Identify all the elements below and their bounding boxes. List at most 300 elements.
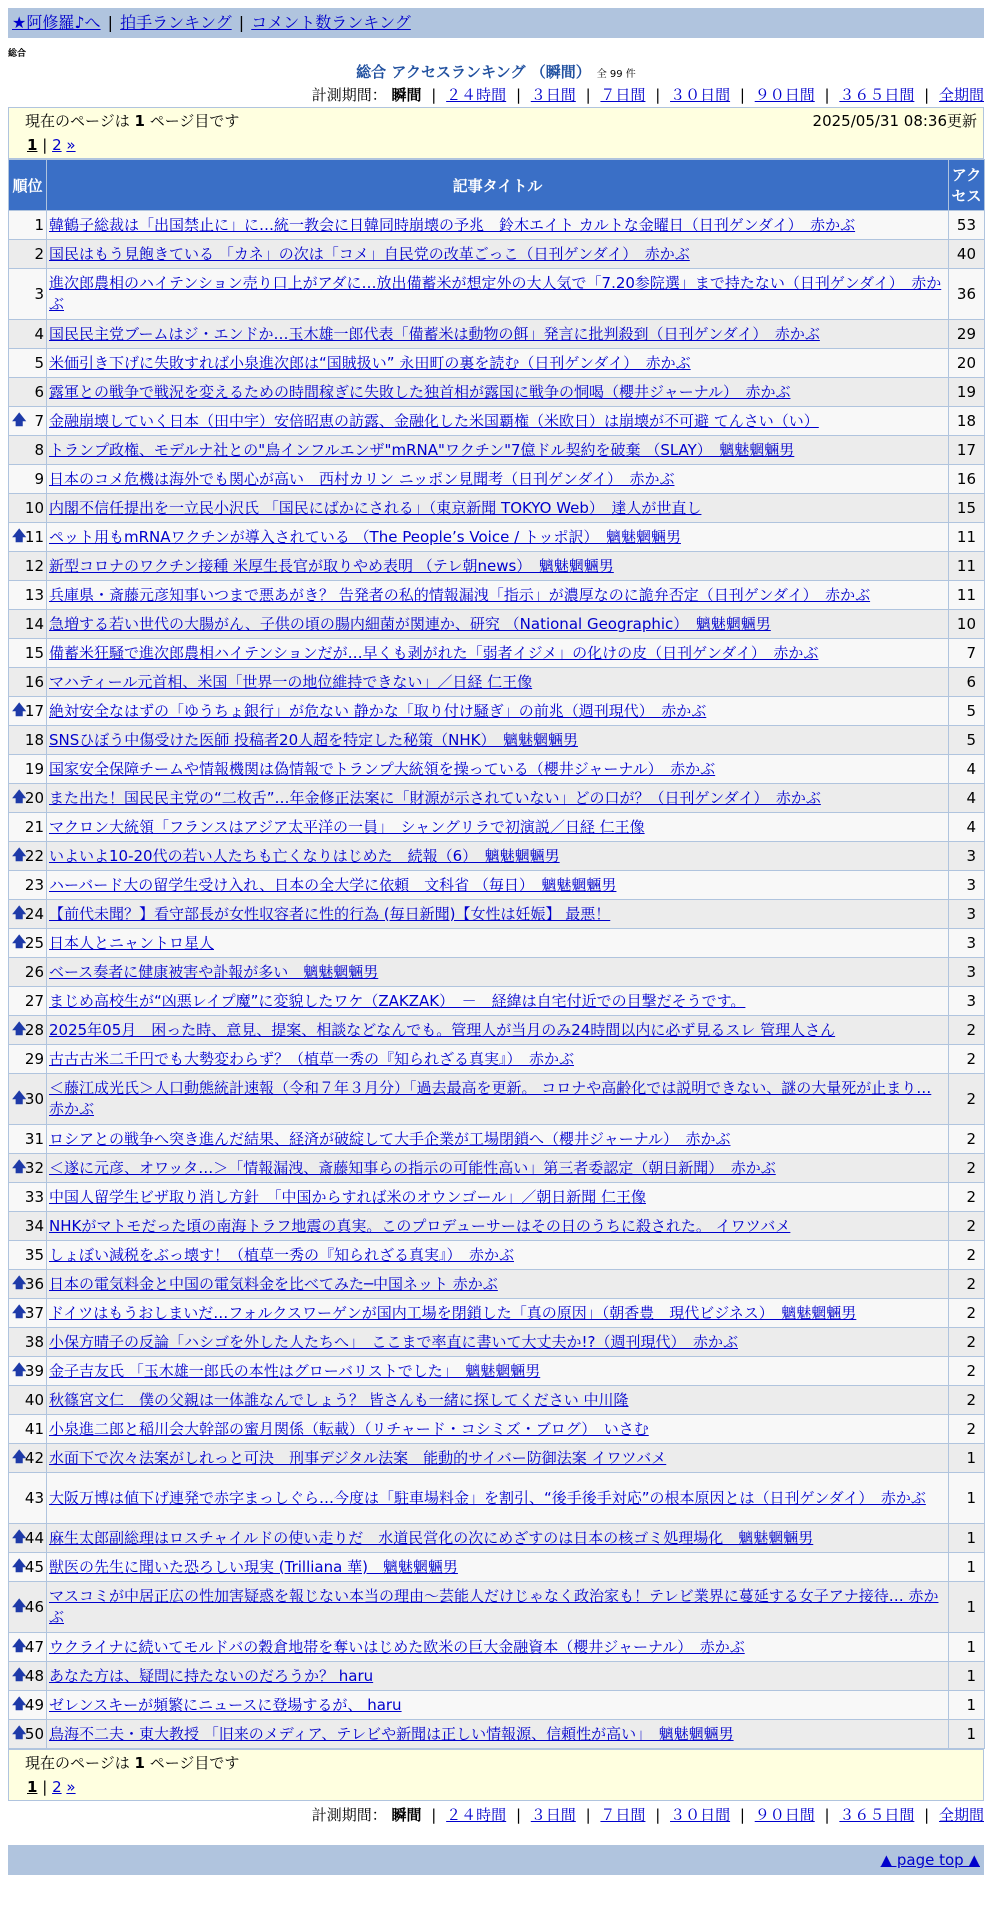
article-link[interactable]: いよいよ10-20代の若い人たちも亡くなりはじめた 続報（6） 魑魅魍魎男 <box>49 846 560 865</box>
rank-number: 38 <box>24 1332 44 1351</box>
table-row <box>9 436 985 465</box>
article-link[interactable]: ベース奏者に健康被害や訃報が多い 魑魅魍魎男 <box>49 962 379 981</box>
access-count: 2 <box>949 1299 985 1328</box>
rank-cell <box>9 1386 47 1415</box>
article-link[interactable]: ＜藤江成光氏＞人口動態統計速報（令和７年３月分）「過去最高を更新。 コロナや高齢化では説明できない、謎の大量死が止まり… 赤かぶ <box>49 1079 932 1118</box>
rank-number: 22 <box>24 846 44 865</box>
next-page-link[interactable]: » <box>66 1778 76 1796</box>
rank-cell <box>9 1633 47 1662</box>
page-2-link[interactable]: 2 <box>52 136 62 154</box>
period-link-90d[interactable]: ９０日間 <box>754 1806 815 1824</box>
up-arrow-icon: 🡅 <box>12 1529 27 1546</box>
rank-number: 25 <box>24 933 44 952</box>
rank-cell <box>9 552 47 581</box>
rank-number: 33 <box>24 1187 44 1206</box>
access-count: 7 <box>949 639 985 668</box>
article-link[interactable]: マスコミが中居正広の性加害疑惑を報じない本当の理由～芸能人だけじゃなく政治家も！テレビ業界に蔓延する女子アナ接待… 赤かぶ <box>49 1587 939 1626</box>
table-row <box>9 1691 985 1720</box>
ranking-rows <box>9 211 985 1749</box>
rank-number: 45 <box>24 1557 44 1576</box>
period-selector-top <box>8 83 984 107</box>
rank-number: 10 <box>24 498 44 517</box>
rank-number: 27 <box>24 991 44 1010</box>
rank-number: 37 <box>24 1303 44 1322</box>
access-count: 36 <box>949 269 985 320</box>
rank-cell <box>9 465 47 494</box>
table-row <box>9 610 985 639</box>
article-link[interactable]: しょぼい減税をぶっ壊す！（植草一秀の『知られざる真実』） 赤かぶ <box>49 1245 515 1264</box>
up-arrow-icon: 🡅 <box>12 1638 27 1655</box>
access-count: 20 <box>949 349 985 378</box>
period-separator: | <box>585 86 591 104</box>
article-link[interactable]: 【前代未聞？】看守部長が女性収容者に性的行為 (毎日新聞)【女性は妊娠】 最悪！ <box>49 904 611 923</box>
current-page-text <box>25 1750 239 1776</box>
rank-cell <box>9 1473 47 1524</box>
title-cell <box>47 697 949 726</box>
nav-separator: | <box>238 13 245 32</box>
rank-cell <box>9 929 47 958</box>
home-link[interactable]: ★阿修羅♪へ <box>12 13 101 32</box>
rank-number: 49 <box>24 1695 44 1714</box>
table-row <box>9 1183 985 1212</box>
article-link[interactable]: ドイツはもうおしまいだ…フォルクスワーゲンが国内工場を閉鎖した「真の原因」（朝香豊 現代ビジネス） 魑魅魍魎男 <box>49 1303 857 1322</box>
rank-cell <box>9 610 47 639</box>
article-link[interactable]: まじめ高校生が“凶悪レイプ魔”に変貌したワケ（ZAKZAK） － 経緯は自宅付近での目撃だそうです。 <box>49 991 746 1010</box>
article-link[interactable]: 獣医の先生に聞いた恐ろしい現実 (Trilliana 華) 魑魅魍魎男 <box>49 1557 458 1576</box>
article-link[interactable]: 兵庫県・斎藤元彦知事いつまで悪あがき？ 告発者の私的情報漏洩「指示」が濃厚なのに詭弁否定（日刊ゲンダイ） 赤かぶ <box>49 585 871 604</box>
period-separator: | <box>924 1806 930 1824</box>
table-row <box>9 987 985 1016</box>
title-cell <box>47 1328 949 1357</box>
title-cell <box>47 958 949 987</box>
article-link[interactable]: 新型コロナのワクチン接種 米厚生長官が取りやめ表明 （テレ朝news） 魑魅魍魎男 <box>49 556 614 575</box>
table-row <box>9 320 985 349</box>
table-row <box>9 1473 985 1524</box>
article-link[interactable]: マハティール元首相、米国「世界一の地位維持できない」／日経 仁王像 <box>49 672 533 691</box>
access-count: 10 <box>949 610 985 639</box>
period-separator: | <box>924 86 930 104</box>
title-cell <box>47 349 949 378</box>
rank-number: 4 <box>34 324 44 343</box>
period-separator: | <box>655 1806 661 1824</box>
access-count: 1 <box>949 1633 985 1662</box>
up-arrow-icon: 🡅 <box>12 528 27 545</box>
rank-cell <box>9 349 47 378</box>
footer-bar <box>8 1845 984 1875</box>
article-link[interactable]: 古古古米二千円でも大勢変わらず？（植草一秀の『知られざる真実』） 赤かぶ <box>49 1049 575 1068</box>
access-count: 3 <box>949 958 985 987</box>
rank-number: 6 <box>34 382 44 401</box>
nav-separator: | <box>107 13 114 32</box>
rank-number: 5 <box>34 353 44 372</box>
access-count: 6 <box>949 668 985 697</box>
access-count: 53 <box>949 211 985 240</box>
access-count: 2 <box>949 1125 985 1154</box>
table-row <box>9 1357 985 1386</box>
title-cell <box>47 1357 949 1386</box>
rank-cell <box>9 842 47 871</box>
title-cell <box>47 1553 949 1582</box>
title-cell <box>47 320 949 349</box>
current-page-prefix: 現在のページは <box>25 112 130 130</box>
up-arrow-icon: 🡅 <box>12 1725 27 1742</box>
rank-cell <box>9 1444 47 1473</box>
article-link[interactable]: ペット用もmRNAワクチンが導入されている （The People’s Voice / トッポ訳） 魑魅魍魎男 <box>49 527 681 546</box>
article-link[interactable]: 急増する若い世代の大腸がん、子供の頃の腸内細菌が関連か、研究 （National Geographic） 魑魅魍魎男 <box>49 614 771 633</box>
title-cell <box>47 211 949 240</box>
rank-number: 40 <box>24 1390 44 1409</box>
access-count: 11 <box>949 552 985 581</box>
title-cell <box>47 436 949 465</box>
article-link[interactable]: 金子吉友氏 「玉木雄一郎氏の本性はグローバリストでした」 魑魅魍魎男 <box>49 1361 541 1380</box>
period-link-all[interactable]: 全期間 <box>938 86 984 104</box>
article-link[interactable]: ＜遂に元彦、オワッタ…＞「情報漏洩、斎藤知事らの指示の可能性高い」第三者委認定（朝日新聞） 赤かぶ <box>49 1158 776 1177</box>
rank-number: 1 <box>34 215 44 234</box>
page-title <box>8 61 984 83</box>
rank-cell <box>9 1212 47 1241</box>
title-cell <box>47 378 949 407</box>
title-cell <box>47 900 949 929</box>
up-arrow-icon: 🡅 <box>12 905 27 922</box>
rank-cell <box>9 581 47 610</box>
article-link[interactable]: ロシアとの戦争へ突き進んだ結果、経済が破綻して大手企業が工場閉鎖へ（櫻井ジャーナル） 赤かぶ <box>49 1129 731 1148</box>
rank-cell <box>9 784 47 813</box>
article-link[interactable]: 国家安全保障チームや情報機関は偽情報でトランプ大統領を操っている（櫻井ジャーナル） 赤かぶ <box>49 759 716 778</box>
rank-number: 39 <box>24 1361 44 1380</box>
title-cell <box>47 668 949 697</box>
access-count: 19 <box>949 378 985 407</box>
clap-ranking-link[interactable]: 拍手ランキング <box>120 13 232 32</box>
article-link[interactable]: また出た！国民民主党の“二枚舌”…年金修正法案に「財源が示されていない」どの口が？（日刊ゲンダイ） 赤かぶ <box>49 788 821 807</box>
access-count: 3 <box>949 987 985 1016</box>
article-link[interactable]: 2025年05月 困った時、意見、提案、相談などなんでも。管理人が当月のみ24時間以内に必ず見るスレ 管理人さん <box>49 1020 836 1039</box>
period-link-365d[interactable]: ３６５日間 <box>839 1806 915 1824</box>
up-arrow-icon: 🡅 <box>12 1696 27 1713</box>
title-cell <box>47 755 949 784</box>
table-row <box>9 813 985 842</box>
rank-number: 20 <box>24 788 44 807</box>
title-cell <box>47 1582 949 1633</box>
table-row <box>9 1524 985 1553</box>
up-arrow-icon: 🡅 <box>12 1090 27 1107</box>
rank-cell <box>9 1582 47 1633</box>
access-count: 2 <box>949 1183 985 1212</box>
title-cell <box>47 726 949 755</box>
article-link[interactable]: 日本のコメ危機は海外でも関心が高い 西村カリン ニッポン見聞考（日刊ゲンダイ） 赤かぶ <box>49 469 675 488</box>
rank-number: 44 <box>24 1528 44 1547</box>
table-row <box>9 523 985 552</box>
period-link-all[interactable]: 全期間 <box>938 1806 984 1824</box>
access-count: 3 <box>949 900 985 929</box>
article-link[interactable]: 米価引き下げに失敗すれば小泉進次郎は“国賊扱い” 永田町の裏を読む（日刊ゲンダイ） 赤かぶ <box>49 353 691 372</box>
access-count: 3 <box>949 842 985 871</box>
title-cell <box>47 269 949 320</box>
up-arrow-icon: 🡅 <box>12 1449 27 1466</box>
period-link-7d[interactable]: ７日間 <box>600 86 646 104</box>
table-row <box>9 929 985 958</box>
access-count: 3 <box>949 929 985 958</box>
table-row <box>9 269 985 320</box>
article-link[interactable]: 秋篠宮文仁 僕の父親は一体誰なんでしょう？ 皆さんも一緒に探してください 中川隆 <box>49 1390 629 1409</box>
access-count: 5 <box>949 726 985 755</box>
table-row <box>9 1444 985 1473</box>
period-link-3d[interactable]: ３日間 <box>530 1806 576 1824</box>
rank-number: 12 <box>24 556 44 575</box>
access-count: 15 <box>949 494 985 523</box>
rank-number: 19 <box>24 759 44 778</box>
rank-cell <box>9 1125 47 1154</box>
table-row <box>9 900 985 929</box>
table-row <box>9 407 985 436</box>
rank-number: 28 <box>24 1020 44 1039</box>
access-count: 2 <box>949 1241 985 1270</box>
rank-cell <box>9 668 47 697</box>
page-1-current: 1 <box>27 1778 38 1796</box>
rank-number: 48 <box>24 1666 44 1685</box>
access-count: 5 <box>949 697 985 726</box>
title-cell <box>47 1074 949 1125</box>
table-row <box>9 1386 985 1415</box>
rank-number: 16 <box>24 672 44 691</box>
article-link[interactable]: ハーバード大の留学生受け入れ、日本の全大学に依頼 文科省 （毎日） 魑魅魍魎男 <box>49 875 617 894</box>
updated-timestamp: 2025/05/31 08:36更新 <box>812 112 977 130</box>
rank-cell <box>9 436 47 465</box>
table-row <box>9 1415 985 1444</box>
table-row <box>9 581 985 610</box>
up-arrow-icon: 🡅 <box>12 702 27 719</box>
current-page-text <box>25 108 239 134</box>
access-count: 40 <box>949 240 985 269</box>
table-row <box>9 1125 985 1154</box>
current-page-suffix: ページ目です <box>149 112 240 130</box>
table-row <box>9 842 985 871</box>
top-nav-bar <box>8 8 984 38</box>
access-count: 2 <box>949 1074 985 1125</box>
rank-number: 7 <box>34 411 44 430</box>
period-label: 計測期間： <box>311 1806 387 1824</box>
article-link[interactable]: ウクライナに続いてモルドバの穀倉地帯を奪いはじめた欧米の巨大金融資本（櫻井ジャーナル） 赤かぶ <box>49 1637 745 1656</box>
title-cell <box>47 1183 949 1212</box>
title-cell <box>47 784 949 813</box>
article-link[interactable]: 日本人とニャントロ星人 <box>49 933 215 952</box>
rank-cell <box>9 320 47 349</box>
rank-cell <box>9 1553 47 1582</box>
rank-number: 2 <box>34 244 44 263</box>
table-row <box>9 1270 985 1299</box>
article-link[interactable]: 内閣不信任提出を一立民小沢氏 「国民にばかにされる」（東京新聞 TOKYO Web） 達人が世直し <box>49 498 702 517</box>
table-row <box>9 494 985 523</box>
rank-number: 3 <box>34 284 44 303</box>
rank-number: 36 <box>24 1274 44 1293</box>
title-cell <box>47 929 949 958</box>
comment-ranking-link[interactable]: コメント数ランキング <box>251 13 411 32</box>
access-count: 16 <box>949 465 985 494</box>
rank-number: 18 <box>24 730 44 749</box>
rank-cell <box>9 269 47 320</box>
period-separator: | <box>824 86 830 104</box>
period-link-90d[interactable]: ９０日間 <box>754 86 815 104</box>
article-link[interactable]: 日本の電気料金と中国の電気料金を比べてみた─中国ネット 赤かぶ <box>49 1274 498 1293</box>
rank-cell <box>9 987 47 1016</box>
access-count: 1 <box>949 1662 985 1691</box>
rank-number: 30 <box>24 1089 44 1108</box>
table-row <box>9 552 985 581</box>
article-link[interactable]: マクロン大統領「フランスはアジア太平洋の一員」 シャングリラで初演説／日経 仁王像 <box>49 817 645 836</box>
rank-number: 41 <box>24 1419 44 1438</box>
title-cell <box>47 1720 949 1749</box>
table-row <box>9 1720 985 1749</box>
article-link[interactable]: SNSひぼう中傷受けた医師 投稿者20人超を特定した秘策（NHK） 魑魅魍魎男 <box>49 730 578 749</box>
article-link[interactable]: 小保方晴子の反論「ハシゴを外した人たちへ」 ここまで率直に書いて大丈夫か!?（週刊現代） 赤かぶ <box>49 1332 738 1351</box>
table-row <box>9 1212 985 1241</box>
rank-number: 8 <box>34 440 44 459</box>
period-link-24h[interactable]: ２４時間 <box>446 86 507 104</box>
access-count: 17 <box>949 436 985 465</box>
period-link-24h[interactable]: ２４時間 <box>446 1806 507 1824</box>
access-count: 2 <box>949 1212 985 1241</box>
rank-number: 50 <box>24 1724 44 1743</box>
title-cell <box>47 494 949 523</box>
article-link[interactable]: 鳥海不二夫・東大教授 「旧来のメディア、テレビや新聞は正しい情報源、信頼性が高い」 魑魅魍魎男 <box>49 1724 734 1743</box>
page-top-link[interactable]: ▲ page top ▲ <box>880 1851 980 1869</box>
rank-cell <box>9 407 47 436</box>
title-cell <box>47 1125 949 1154</box>
rank-cell <box>9 755 47 784</box>
rank-cell <box>9 1241 47 1270</box>
rank-cell <box>9 494 47 523</box>
period-separator: | <box>655 86 661 104</box>
article-link[interactable]: 大阪万博は値下げ連発で赤字まっしぐら…今度は「駐車場料金」を割引、“後手後手対応”の根本原因とは（日刊ゲンダイ） 赤かぶ <box>49 1488 926 1507</box>
access-count: 2 <box>949 1154 985 1183</box>
title-cell <box>47 987 949 1016</box>
article-link[interactable]: あなた方は、疑問に持たないのだろうか？ haru <box>49 1666 374 1685</box>
period-separator: | <box>431 86 437 104</box>
access-count: 2 <box>949 1270 985 1299</box>
up-arrow-icon: 🡅 <box>12 934 27 951</box>
article-link[interactable]: 韓鶴子総裁は「出国禁止に」に…統一教会に日韓同時崩壊の予兆 鈴木エイト カルトな金曜日（日刊ゲンダイ） 赤かぶ <box>49 215 856 234</box>
article-link[interactable]: 絶対安全なはずの「ゆうちょ銀行」が危ない 静かな「取り付け騒ぎ」の前兆（週刊現代） 赤かぶ <box>49 701 707 720</box>
period-label: 計測期間： <box>311 86 387 104</box>
up-arrow-icon: 🡅 <box>12 1667 27 1684</box>
period-separator: | <box>515 86 521 104</box>
period-separator: | <box>739 1806 745 1824</box>
access-count: 4 <box>949 784 985 813</box>
rank-cell <box>9 1270 47 1299</box>
rank-cell <box>9 813 47 842</box>
title-cell <box>47 465 949 494</box>
access-count: 2 <box>949 1016 985 1045</box>
access-count: 11 <box>949 523 985 552</box>
rank-cell <box>9 1074 47 1125</box>
period-link-3d[interactable]: ３日間 <box>530 86 576 104</box>
rank-number: 13 <box>24 585 44 604</box>
rank-number: 15 <box>24 643 44 662</box>
title-cell <box>47 1473 949 1524</box>
article-link[interactable]: 備蓄米狂騒で進次郎農相ハイテンションだが…早くも剥がれた「弱者イジメ」の化けの皮（日刊ゲンダイ） 赤かぶ <box>49 643 819 662</box>
rank-number: 43 <box>24 1488 44 1507</box>
rank-number: 46 <box>24 1597 44 1616</box>
table-row <box>9 240 985 269</box>
table-row <box>9 958 985 987</box>
article-link[interactable]: 中国人留学生ビザ取り消し方針 「中国からすれば米のオウンゴール」／朝日新聞 仁王像 <box>49 1187 646 1206</box>
current-page-number: 1 <box>134 112 145 130</box>
page-2-link[interactable]: 2 <box>52 1778 62 1796</box>
rank-cell <box>9 726 47 755</box>
access-count: 1 <box>949 1444 985 1473</box>
rank-cell <box>9 871 47 900</box>
rank-cell <box>9 958 47 987</box>
access-count: 4 <box>949 755 985 784</box>
article-link[interactable]: 国民民主党ブームはジ・エンドか…玉木雄一郎代表「備蓄米は動物の餌」発言に批判殺到（日刊ゲンダイ） 赤かぶ <box>49 324 820 343</box>
title-cell <box>47 1524 949 1553</box>
table-row <box>9 1241 985 1270</box>
table-row <box>9 668 985 697</box>
title-cell <box>47 813 949 842</box>
rank-number: 32 <box>24 1158 44 1177</box>
access-count: 11 <box>949 581 985 610</box>
article-link[interactable]: 麻生太郎副総理はロスチャイルドの使い走りだ 水道民営化の次にめざすのは日本の核ゴミ処理場化 魑魅魍魎男 <box>49 1528 814 1547</box>
article-link[interactable]: 露軍との戦争で戦況を変えるための時間稼ぎに失敗した独首相が露国に戦争の恫喝（櫻井ジャーナル） 赤かぶ <box>49 382 791 401</box>
up-arrow-icon: 🡅 <box>12 1275 27 1292</box>
rank-number: 9 <box>34 469 44 488</box>
table-row <box>9 755 985 784</box>
col-header-title: 記事タイトル <box>47 160 949 211</box>
up-arrow-icon: 🡅 <box>12 412 27 429</box>
title-cell <box>47 240 949 269</box>
article-link[interactable]: 小泉進二郎と稲川会大幹部の蜜月関係（転載）（リチャード・コシミズ・ブログ） いさむ <box>49 1419 649 1438</box>
article-link[interactable]: トランプ政権、モデルナ社との"鳥インフルエンザ"mRNA"ワクチン"7億ドル契約を破棄 （SLAY） 魑魅魍魎男 <box>49 440 795 459</box>
period-link-30d[interactable]: ３０日間 <box>670 86 731 104</box>
access-count: 1 <box>949 1553 985 1582</box>
article-link[interactable]: 進次郎農相のハイテンション売り口上がアダに…放出備蓄米が想定外の大人気で「7.20参院選」まで持たない（日刊ゲンダイ） 赤かぶ <box>49 274 942 313</box>
table-row <box>9 784 985 813</box>
title-cell <box>47 523 949 552</box>
access-count: 2 <box>949 1415 985 1444</box>
article-link[interactable]: 国民はもう見飽きている 「カネ」の次は「コメ」自民党の改革ごっこ（日刊ゲンダイ） 赤かぶ <box>49 244 690 263</box>
table-row <box>9 378 985 407</box>
up-arrow-icon: 🡅 <box>12 1304 27 1321</box>
ranking-title: 総合 アクセスランキング （瞬間） <box>356 63 591 81</box>
article-link[interactable]: NHKがマトモだった頃の南海トラフ地震の真実。このプロデューサーはその日のうちに殺された。 イワツバメ <box>49 1216 791 1235</box>
col-header-rank: 順位 <box>9 160 47 211</box>
up-arrow-icon: 🡅 <box>12 847 27 864</box>
rank-cell <box>9 1524 47 1553</box>
title-cell <box>47 842 949 871</box>
rank-cell <box>9 1183 47 1212</box>
rank-cell <box>9 523 47 552</box>
rank-cell <box>9 240 47 269</box>
table-row <box>9 1662 985 1691</box>
next-page-link[interactable]: » <box>66 136 76 154</box>
period-current: 瞬間 <box>391 86 422 104</box>
period-link-30d[interactable]: ３０日間 <box>670 1806 731 1824</box>
period-link-7d[interactable]: ７日間 <box>600 1806 646 1824</box>
article-link[interactable]: 水面下で次々法案がしれっと可決 刑事デジタル法案 能動的サイバー防御法案 イワツバメ <box>49 1448 667 1467</box>
rank-cell <box>9 1016 47 1045</box>
title-cell <box>47 1154 949 1183</box>
rank-cell <box>9 639 47 668</box>
article-link[interactable]: 金融崩壊していく日本（田中宇）安倍昭恵の訪露、金融化した米国覇権（米欧日）は崩壊が不可避 てんさい（い） <box>49 411 819 430</box>
period-link-365d[interactable]: ３６５日間 <box>839 86 915 104</box>
table-row <box>9 1154 985 1183</box>
rank-number: 47 <box>24 1637 44 1656</box>
table-row <box>9 1074 985 1125</box>
rank-cell <box>9 900 47 929</box>
category-label: 総合 <box>8 49 27 59</box>
article-link[interactable]: ゼレンスキーが頻繁にニュースに登場するが、 haru <box>49 1695 402 1714</box>
total-count: 全 99 件 <box>596 69 636 80</box>
page-separator: | <box>42 136 48 154</box>
